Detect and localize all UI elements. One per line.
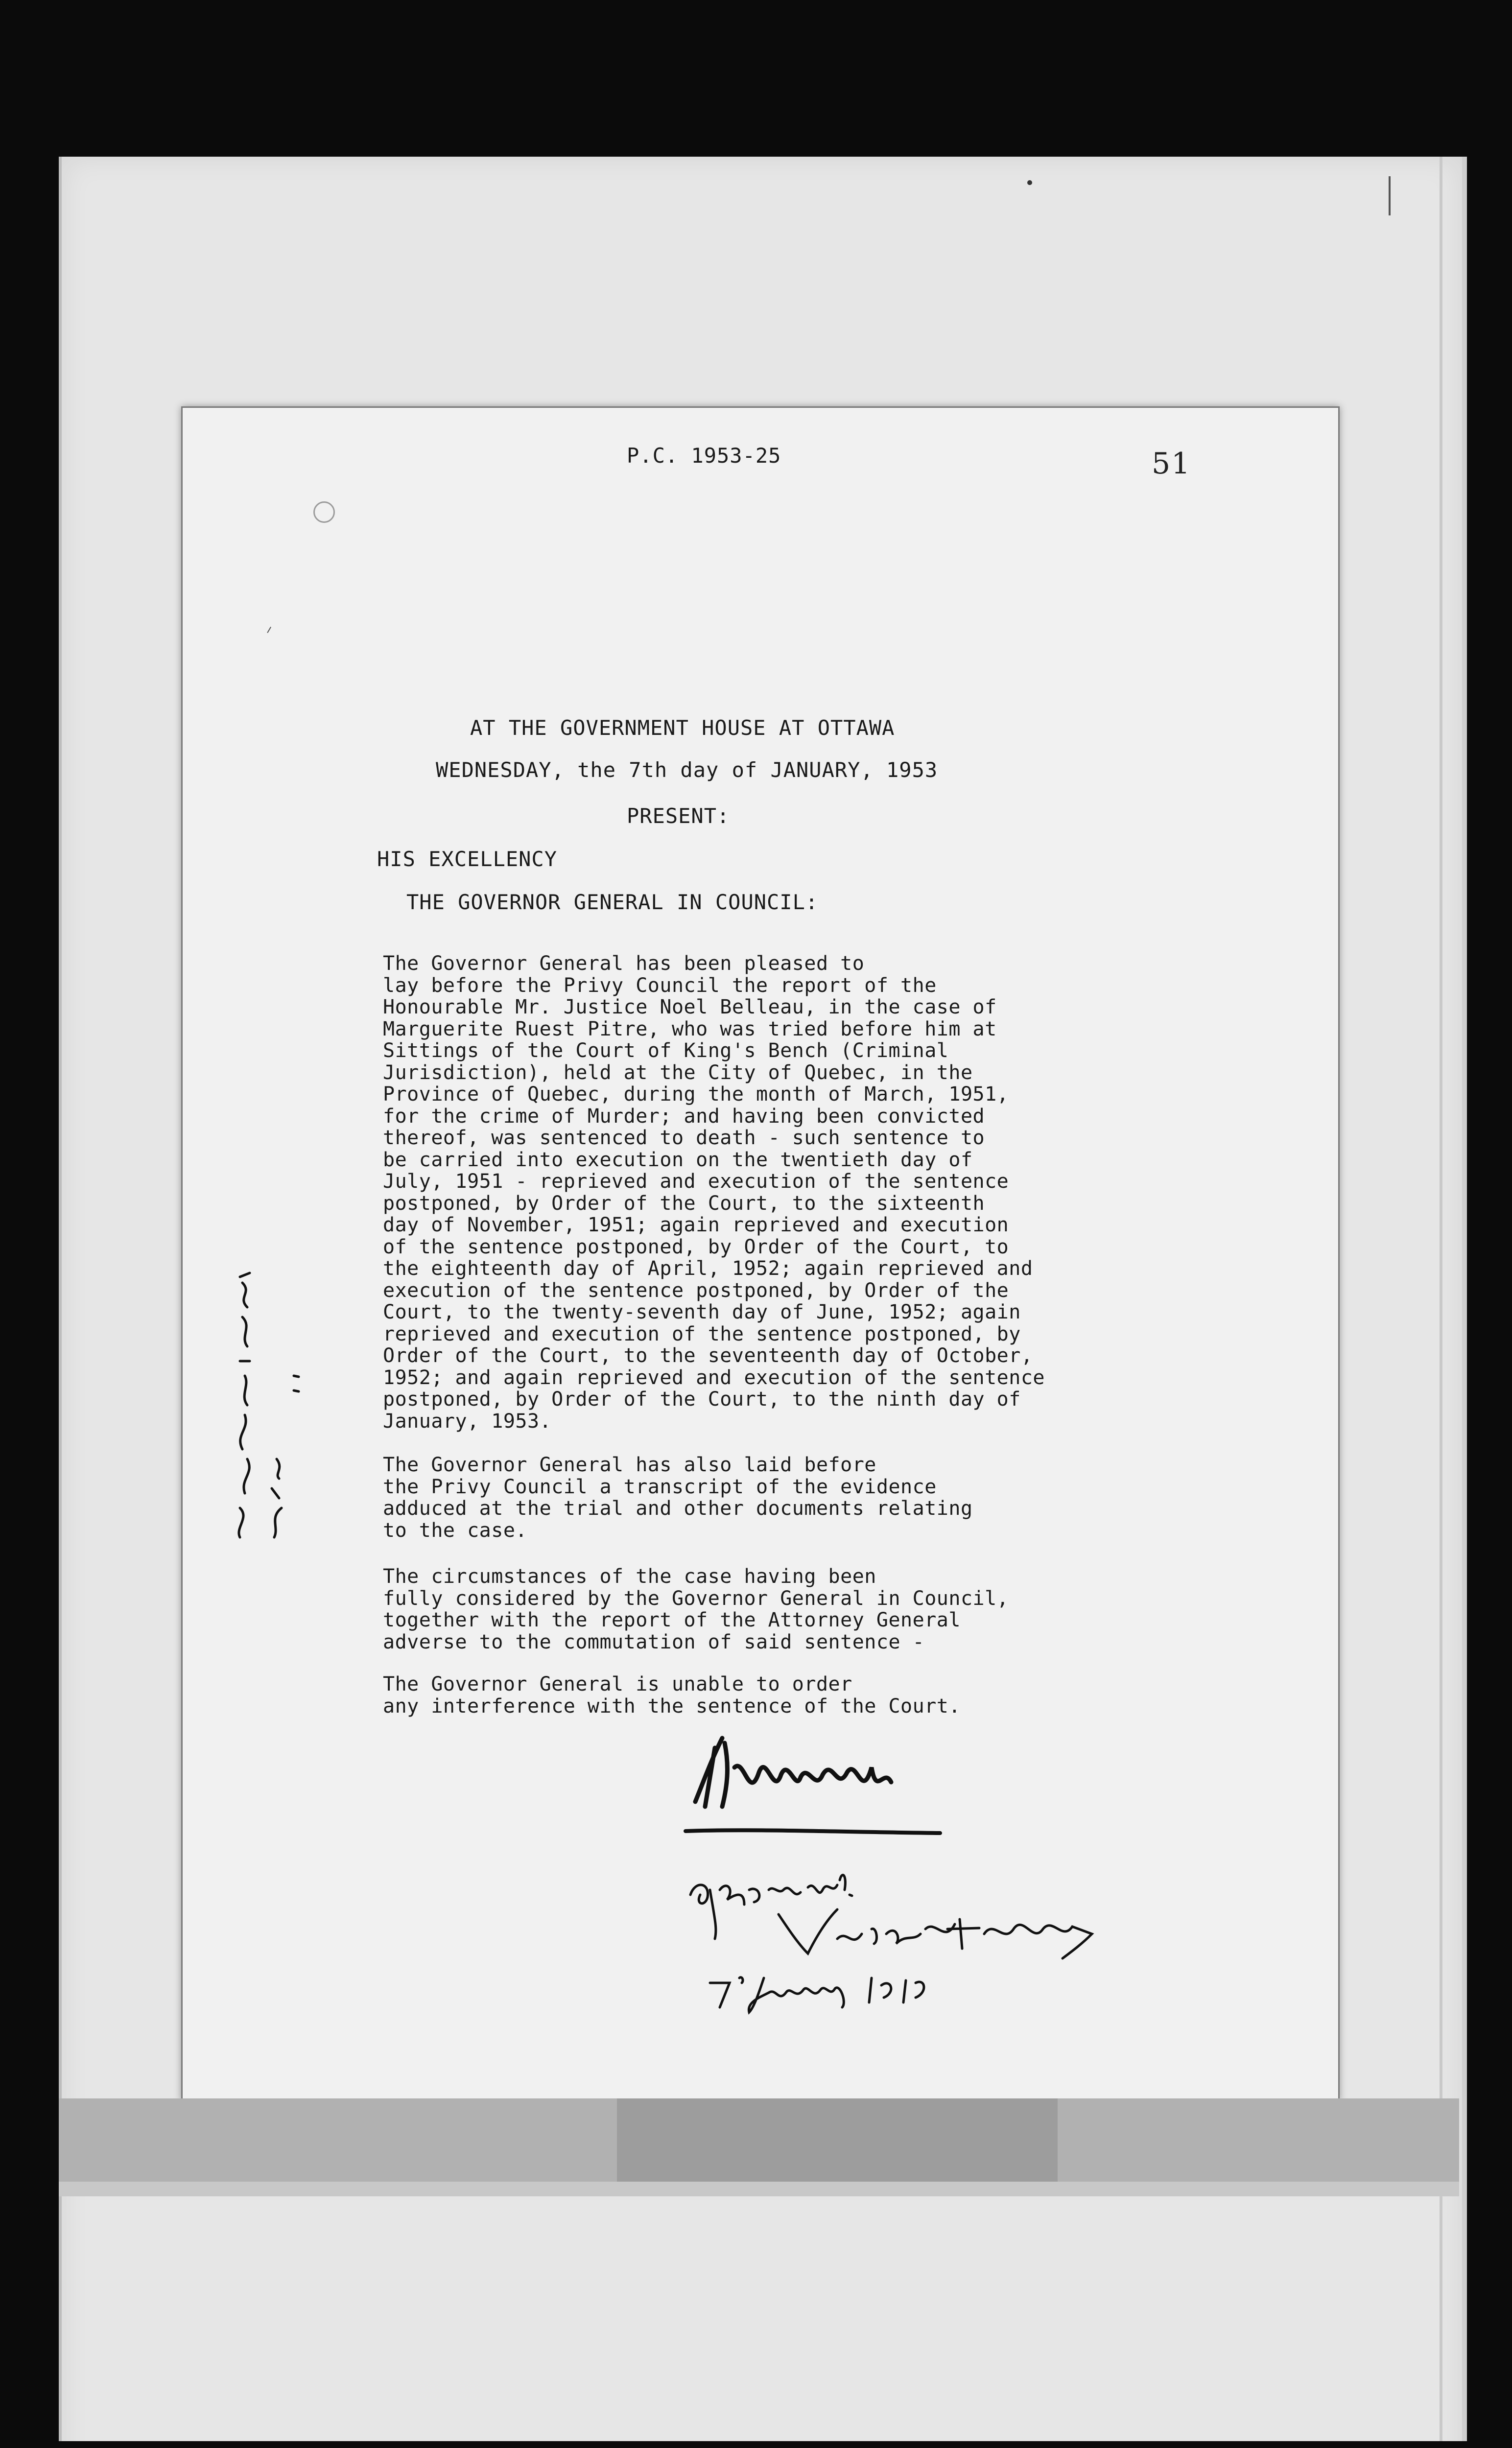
ink-speck	[1027, 180, 1032, 185]
heading-date: WEDNESDAY, the 7th day of JANUARY, 1953	[436, 758, 938, 782]
paragraph-decision: The Governor General is unable to order any interference with the sentence of the Court.	[383, 1673, 961, 1718]
punch-hole	[313, 501, 335, 523]
approval-handwriting	[681, 1860, 1102, 2017]
margin-annotation	[220, 1263, 318, 1567]
heading-excellency: HIS EXCELLENCY	[377, 847, 558, 871]
edge-mark	[1389, 176, 1391, 215]
heading-council: THE GOVERNOR GENERAL IN COUNCIL:	[406, 890, 819, 914]
heading-present: PRESENT:	[627, 804, 730, 828]
scan-border	[0, 2441, 1512, 2448]
document-reference: P.C. 1953-25	[627, 444, 781, 468]
heading-place: AT THE GOVERNMENT HOUSE AT OTTAWA	[470, 716, 895, 740]
clerk-signature	[676, 1728, 950, 1841]
paragraph-transcript: The Governor General has also laid before the Privy Council a transcript of the evidence adduced at the trial and other documents relating to the case.	[383, 1454, 973, 1542]
paragraph-circumstances: The circumstances of the case having been fully considered by the Governor General in Council, together with the report of the Attorney General adverse to the commutation of said sentence -	[383, 1565, 1009, 1653]
page-number: 51	[1152, 447, 1191, 481]
footer-strip	[59, 2182, 1459, 2196]
scanner-footer-band	[59, 2098, 1459, 2196]
paragraph-report: The Governor General has been pleased to lay before the Privy Council the report of the Honourable Mr. Justice Noel Belleau, in the case of Marguerite Ruest Pitre, who was tried before him at Sittings of the Court of King's Bench (Criminal Jurisdiction), held at the City of Quebec, in the Province of Quebec, during the month of March, 1951, for the crime of Murder; and having been convicted thereof, was sentenced to death - such sentence to be carried into execution on the twentieth day of July, 1951 - reprieved and execution of the sentence postponed, by Order of the Court, to the sixteenth day of November, 1951; again reprieved and execution of the sentence postponed, by Order of the Court, to the eighteenth day of April, 1952; again reprieved and execution of the sentence postponed, by Order of the Court, to the twenty-seventh day of June, 1952; again reprieved and execution of the sentence postponed, by Order of the Court, to the seventeenth day of October, 1952; and again reprieved and execution of the sentence postponed, by Order of the Court, to the ninth day of January, 1953.	[383, 952, 1045, 1433]
